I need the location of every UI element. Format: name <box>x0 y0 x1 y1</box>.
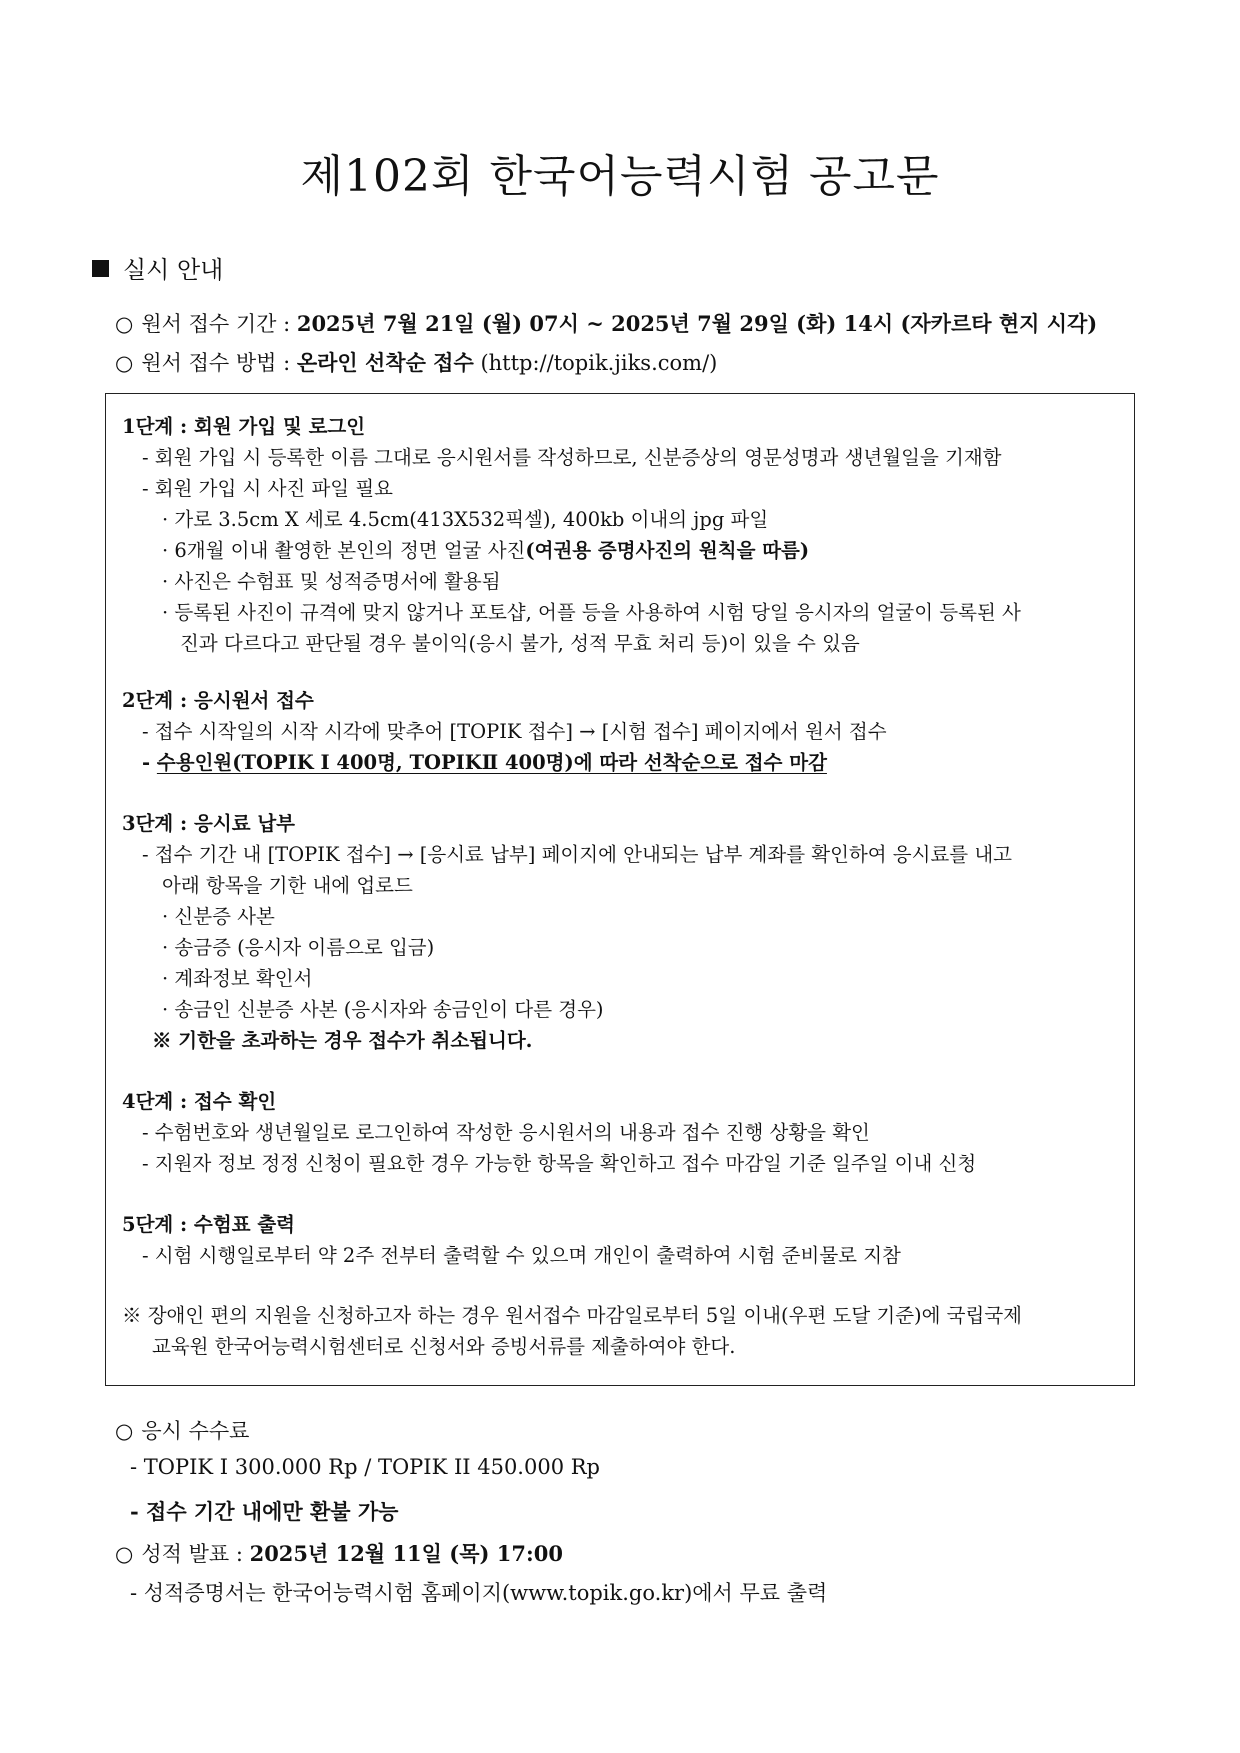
step1-bullet4-cont: 진과 다르다고 판단될 경우 불이익(응시 불가, 성적 무효 처리 등)이 있을 수 있음 <box>180 632 860 655</box>
fee-line1: - TOPIK I 300.000 Rp / TOPIK II 450.000 Rp <box>130 1455 600 1479</box>
step2-line1: - 접수 시작일의 시작 시각에 맞추어 [TOPIK 접수] → [시험 접수] 페이지에서 원서 접수 <box>142 720 887 743</box>
procedure-box <box>105 393 1135 1386</box>
step5-title: 5단계 : 수험표 출력 <box>122 1213 295 1236</box>
period-value: 2025년 7월 21일 (월) 07시 ~ 2025년 7월 29일 (화) 14시 (자카르타 현지 시각) <box>296 311 1098 336</box>
fee-label: 응시 수수료 <box>141 1419 250 1443</box>
circle-bullet-icon: ○ <box>115 351 134 375</box>
result-label: 성적 발표 : <box>141 1542 250 1566</box>
application-method <box>115 347 717 377</box>
step1-line1: - 회원 가입 시 등록한 이름 그대로 응시원서를 작성하므로, 신분증상의 영문성명과 생년월일을 기재함 <box>142 446 1002 469</box>
step3-note: ※ 기한을 초과하는 경우 접수가 취소됩니다. <box>152 1029 533 1052</box>
step3-title: 3단계 : 응시료 납부 <box>122 812 295 835</box>
step2-title: 2단계 : 응시원서 접수 <box>122 689 314 712</box>
document-title: 제102회 한국어능력시험 공고문 <box>300 151 940 202</box>
result-line1: - 성적증명서는 한국어능력시험 홈페이지(www.topik.go.kr)에서 무료 출력 <box>130 1581 828 1605</box>
method-url: (http://topik.jiks.com/) <box>480 351 718 375</box>
step3-line1-cont: 아래 항목을 기한 내에 업로드 <box>162 874 413 897</box>
circle-bullet-icon: ○ <box>115 1542 134 1566</box>
step3-bullet1: · 신분증 사본 <box>162 905 275 928</box>
section-label: 실시 안내 <box>123 256 224 284</box>
step1-bullet2: · 6개월 이내 촬영한 본인의 정면 얼굴 사진(여권용 증명사진의 원칙을 따름) <box>162 539 810 562</box>
step3-bullet4: · 송금인 신분증 사본 (응시자와 송금인이 다른 경우) <box>162 998 604 1021</box>
application-period <box>115 308 1097 338</box>
step1-bullet4: · 등록된 사진이 규격에 맞지 않거나 포토샵, 어플 등을 사용하여 시험 당일 응시자의 얼굴이 등록된 사 <box>162 601 1021 624</box>
step4-title: 4단계 : 접수 확인 <box>122 1090 277 1113</box>
step4-line2: - 지원자 정보 정정 신청이 필요한 경우 가능한 항목을 확인하고 접수 마감일 기준 일주일 이내 신청 <box>142 1152 977 1175</box>
step3-bullet2: · 송금증 (응시자 이름으로 입금) <box>162 936 435 959</box>
circle-bullet-icon: ○ <box>115 1419 134 1443</box>
fee-heading <box>115 1415 249 1445</box>
step1-line2: - 회원 가입 시 사진 파일 필요 <box>142 477 393 500</box>
circle-bullet-icon: ○ <box>115 312 134 336</box>
method-label: 원서 접수 방법 : <box>141 351 297 375</box>
step2-line2: - 수용인원(TOPIK Ⅰ 400명, TOPIKⅡ 400명)에 따라 선착순으로 접수 마감 <box>142 751 827 774</box>
result-heading <box>115 1538 563 1568</box>
step1-title: 1단계 : 회원 가입 및 로그인 <box>122 415 366 438</box>
result-value: 2025년 12월 11일 (목) 17:00 <box>249 1541 563 1566</box>
step3-bullet3: · 계좌정보 확인서 <box>162 967 313 990</box>
step1-bullet3: · 사진은 수험표 및 성적증명서에 활용됨 <box>162 570 501 593</box>
square-bullet-icon <box>92 260 109 277</box>
step1-bullet1: · 가로 3.5cm X 세로 4.5cm(413X532픽셀), 400kb 이내의 jpg 파일 <box>162 508 769 531</box>
fee-line2: - 접수 기간 내에만 환불 가능 <box>130 1499 399 1524</box>
step5-line1: - 시험 시행일로부터 약 2주 전부터 출력할 수 있으며 개인이 출력하여 시험 준비물로 지참 <box>142 1244 901 1267</box>
footnote-line2: 교육원 한국어능력시험센터로 신청서와 증빙서류를 제출하여야 한다. <box>152 1335 736 1358</box>
method-value: 온라인 선착순 접수 <box>296 350 474 375</box>
period-label: 원서 접수 기간 : <box>141 312 297 336</box>
footnote-line1: ※ 장애인 편의 지원을 신청하고자 하는 경우 원서접수 마감일로부터 5일 이내(우편 도달 기준)에 국립국제 <box>122 1304 1023 1327</box>
step3-line1: - 접수 기간 내 [TOPIK 접수] → [응시료 납부] 페이지에 안내되는 납부 계좌를 확인하여 응시료를 내고 <box>142 843 1013 866</box>
step4-line1: - 수험번호와 생년월일로 로그인하여 작성한 응시원서의 내용과 접수 진행 상황을 확인 <box>142 1121 870 1144</box>
section-heading <box>92 250 223 285</box>
